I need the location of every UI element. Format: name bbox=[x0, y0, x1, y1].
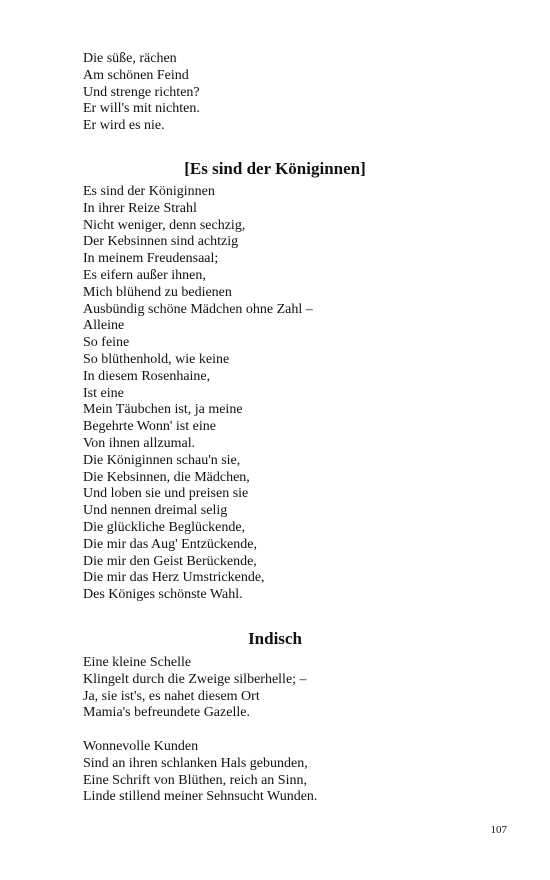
verse-line: Des Königes schönste Wahl. bbox=[83, 587, 243, 603]
verse-line: Alleine bbox=[83, 318, 125, 334]
verse-line: Und loben sie und preisen sie bbox=[83, 486, 249, 502]
verse-line: Es sind der Königinnen bbox=[83, 184, 215, 199]
verse-line: Ausbündig schöne Mädchen ohne Zahl – bbox=[83, 301, 313, 317]
verse-line: Nicht weniger, denn sechzig, bbox=[83, 217, 246, 233]
verse-line: Die glückliche Beglückende, bbox=[83, 519, 246, 535]
poem-title: [Es sind der Königinnen] bbox=[184, 159, 366, 178]
verse-line: Eine kleine Schelle bbox=[83, 655, 192, 670]
stanza bbox=[83, 655, 307, 722]
verse-line: Klingelt durch die Zweige silberhelle; – bbox=[83, 671, 307, 687]
verse-line: In ihrer Reize Strahl bbox=[83, 200, 197, 216]
verse-line: Die süße, rächen bbox=[83, 51, 177, 66]
verse-line: Die mir den Geist Berückende, bbox=[83, 553, 257, 569]
verse-line: Die mir das Aug' Entzückende, bbox=[83, 536, 257, 552]
verse-line: Mich blühend zu bedienen bbox=[83, 284, 232, 300]
verse-line: Er wird es nie. bbox=[83, 118, 165, 134]
verse-line: So feine bbox=[83, 335, 130, 351]
poem-title: Indisch bbox=[248, 629, 302, 648]
verse-line: Ist eine bbox=[83, 385, 124, 401]
verse-line: Wonnevolle Kunden bbox=[83, 739, 199, 754]
verse-line: Ja, sie ist's, es nahet diesem Ort bbox=[83, 688, 260, 704]
verse-line: Eine Schrift von Blüthen, reich an Sinn, bbox=[83, 772, 307, 788]
verse-line: Es eifern außer ihnen, bbox=[83, 267, 206, 283]
verse-line: Mamia's befreundete Gazelle. bbox=[83, 705, 250, 721]
verse-line: Und nennen dreimal selig bbox=[83, 503, 228, 519]
verse-line: So blüthenhold, wie keine bbox=[83, 351, 230, 367]
verse-line: Am schönen Feind bbox=[83, 67, 189, 83]
verse-line: In meinem Freudensaal; bbox=[83, 251, 219, 267]
verse-line: Und strenge richten? bbox=[83, 84, 200, 100]
verse-line: Sind an ihren schlanken Hals gebunden, bbox=[83, 755, 308, 771]
verse-line: Die mir das Herz Umstrickende, bbox=[83, 570, 265, 586]
verse-line: Der Kebsinnen sind achtzig bbox=[83, 234, 239, 250]
stanza bbox=[83, 184, 313, 604]
stanza bbox=[83, 739, 317, 806]
verse-line: Von ihnen allzumal. bbox=[83, 435, 196, 451]
verse-line: Begehrte Wonn' ist eine bbox=[83, 419, 216, 435]
stanza bbox=[83, 51, 200, 135]
verse-line: Die Königinnen schau'n sie, bbox=[83, 452, 241, 468]
page-number: 107 bbox=[490, 824, 507, 836]
verse-line: Mein Täubchen ist, ja meine bbox=[83, 402, 243, 418]
verse-line: Die Kebsinnen, die Mädchen, bbox=[83, 469, 250, 485]
verse-line: Linde stillend meiner Sehnsucht Wunden. bbox=[83, 789, 318, 805]
verse-line: Er will's mit nichten. bbox=[83, 101, 200, 117]
verse-line: In diesem Rosenhaine, bbox=[83, 368, 211, 384]
